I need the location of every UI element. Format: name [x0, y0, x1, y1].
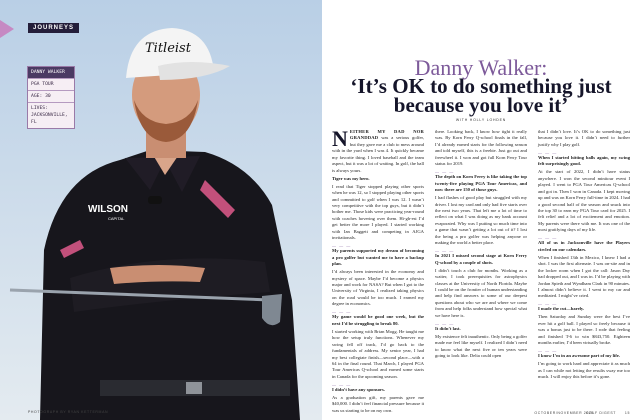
pull-quote-lead: All of us in Jacksonville have the Players circled on our calendars.	[538, 240, 630, 252]
pull-quote-lead: The depth on Korn Ferry is like taking the top twenty-five playing PGA Tour Americas, and now there are 150 of those guys.	[435, 174, 527, 193]
lead-text: was a serious golfer, but they gave me a club to mess around with in the yard when I was 4. It quickly became my favorite thing. I loved baseball and the team aspect, but it was a lot of waiting. In golf, the ball is always yours.	[332, 135, 424, 173]
section-marker	[0, 20, 14, 38]
section-divider: — — —	[332, 243, 352, 249]
pull-quote-lead: Tiger was my hero.	[332, 175, 370, 181]
pull-quote-lead: In 2021 I missed second stage at Korn Ferry Q-school by a couple of shots.	[435, 253, 527, 265]
pull-quote-lead: It didn’t last.	[435, 325, 461, 331]
article-title: Danny Walker:	[414, 55, 548, 80]
pull-quote-lead: I made the cut—barely.	[538, 306, 585, 312]
svg-text:CAPITAL: CAPITAL	[108, 216, 125, 221]
body-paragraph: I’m going to work hard and appreciate it as much as I can while not letting the results sway me too much. I will enjoy this before it’s gone.	[538, 361, 630, 379]
cap-logo: Titleist	[145, 41, 191, 56]
body-paragraph: I read that Tiger stopped playing other sports when he was 12, so I stopped playing other sports and committed to golf when I was 12. I wasn’t very competitive with the top guys, but it didn’t bother me. Those kids were practicing year-round with coaches hovering over them. Hi-gh-est I’d get better the more I played. I started working with Ian Baggett and competing in AJGA invitationals.	[332, 183, 424, 241]
section-divider: — — —	[332, 381, 352, 387]
lead-paragraph	[332, 126, 424, 174]
section-divider: — — —	[538, 235, 558, 241]
section-divider: — — —	[538, 301, 558, 307]
page-number: 15	[624, 411, 630, 415]
bio-lives: LIVES: JACKSONVILLE, FL	[31, 106, 68, 126]
body-paragraph: When I finished 13th in Mexico, I knew I had a shot. I was the first alternate. I was on-site and in the locker room when I got the call: Jason Day had dropped out, and I was in. I’d be playing with Jordan Spieth and Wyndham Clark in 90 minutes. I almost didn’t believe it. I went to my car and meditated. I might’ve cried.	[538, 254, 630, 299]
section-divider: — — —	[435, 320, 455, 326]
section-tag: JOURNEYS	[28, 23, 79, 33]
body-paragraph: My existence felt inauthentic. Only being a golfer made me feel like myself. I realized I didn’t need to know what the next five or ten years were going to look like. Delta could open	[435, 333, 527, 359]
bio-age: AGE: 30	[28, 91, 74, 103]
column-3	[538, 129, 630, 404]
section-divider: — — —	[332, 309, 352, 315]
section-divider: — — —	[538, 149, 558, 155]
body-paragraph: I didn’t touch a club for months. Working as a waiter, I took prerequisites for astrophysics classes at the University of North Florida. Maybe I could be on the frontier of human understanding and help find answers to some of our deepest questions about who we are and where we come from and help folks understand how special what we have here is.	[435, 267, 527, 318]
pull-quote-lead: My parents supported my dream of becoming a pro golfer but wanted me to have a backup plan.	[332, 248, 424, 267]
body-paragraph: I’d always been interested in the economy and mystery of space. Maybe I’d become a physics major and work for NASA? But when I got to the University of Virginia, I realized taking physics on the road would be too much. I earned my degree in economics.	[332, 269, 424, 307]
bio-name: DANNY WALKER	[28, 67, 74, 79]
body-paragraph: Then Saturday and Sunday were the best I’ve ever hit a golf ball. I played so freely because it was a bonus just to be there. I rode that feeling and finished T-6 to win $843,750. Eighteen months earlier, I’d been virtually broke.	[538, 314, 630, 346]
pull-quote-lead: I know I’m in an awesome part of my life.	[538, 353, 620, 359]
pull-quote-lead: I didn’t have any sponsors.	[332, 386, 385, 392]
section-divider: — — —	[538, 348, 558, 354]
column-1	[332, 126, 424, 413]
bio-box	[27, 66, 75, 129]
section-divider: — — —	[435, 248, 455, 254]
body-paragraph: I had flashes of good play but struggled with my driver. I lost my card and only had five starts over the next two years. That left me a lot of time to reflect on what I was doing as my bank account evaporated. Why was I putting so much time into a game that wasn’t getting a lot out of it? I lost the being a pro golfer was helping anyone or making the world a better place.	[435, 195, 527, 246]
issue-date: OCTOBER/NOVEMBER 2025	[534, 411, 594, 415]
deck-line-1: ‘It’s OK to do something just	[350, 74, 612, 98]
body-paragraph: As a graduation gift, my parents gave me $40,000. I didn’t feel financial pressure because it was us starting to be on my own.	[332, 394, 424, 413]
pull-quote-lead: When I started hitting balls again, my swing felt surprisingly good.	[538, 154, 630, 167]
column-2	[435, 129, 527, 404]
section-divider: — — —	[435, 169, 455, 175]
byline: WITH HOLLY LOHDEN	[455, 118, 507, 122]
lead-smallcaps: EITHER MY DAD NOR GRANDDAD	[349, 129, 424, 141]
body-paragraph: that I didn’t love. It’s OK to do something just because you love it. I didn’t need to further justify why I play golf.	[538, 129, 630, 147]
body-paragraph: there. Looking back, I know how tight it really was. By Korn Ferry Q-school finals in the fall, I’d already earned starts for the following season and told myself, this is a freebie. Just go out and freewheel it. I won and got full Korn Ferry Tour status for 2019.	[435, 129, 527, 167]
magazine-name: GOLF DIGEST	[585, 411, 616, 415]
deck-line-2: because you love it’	[393, 93, 569, 117]
body-paragraph: I started working with Brian Mogg. He taught me how the setup truly functions. Whenever my swing fell off track, I’d go back to the fundamentals of address. My senior year, I had my best collegiate finish—second place—with a 64 in the final round. That March, I played PGA Tour Americas Q-school and earned some starts in Canada for the upcoming season.	[332, 328, 424, 379]
pull-quote-lead: My game would be good one week, but the next I’d be struggling to break 80.	[332, 314, 424, 326]
drop-cap: N	[332, 126, 348, 151]
photo-credit: PHOTOGRAPH BY RYAN KETTERMAN	[28, 410, 109, 414]
bio-tour: PGA TOUR	[28, 79, 74, 91]
body-paragraph: At the start of 2022, I didn’t have status anywhere. I won the second minitour event I played. I went to PGA Tour Americas Q-school and got in. Then I won in Canada. I kept moving up and was on Korn Ferry full-time in 2024. I had a good second half of the season and snuck into the top 30 to earn my PGA Tour card for 2025. I felt relief and a lot of excitement and emotion. My parents were there with me. It was one of the most gratifying days of my life.	[538, 169, 630, 233]
shirt-logo: WILSON	[88, 204, 128, 215]
article-deck	[322, 74, 640, 117]
article-page	[322, 0, 640, 420]
